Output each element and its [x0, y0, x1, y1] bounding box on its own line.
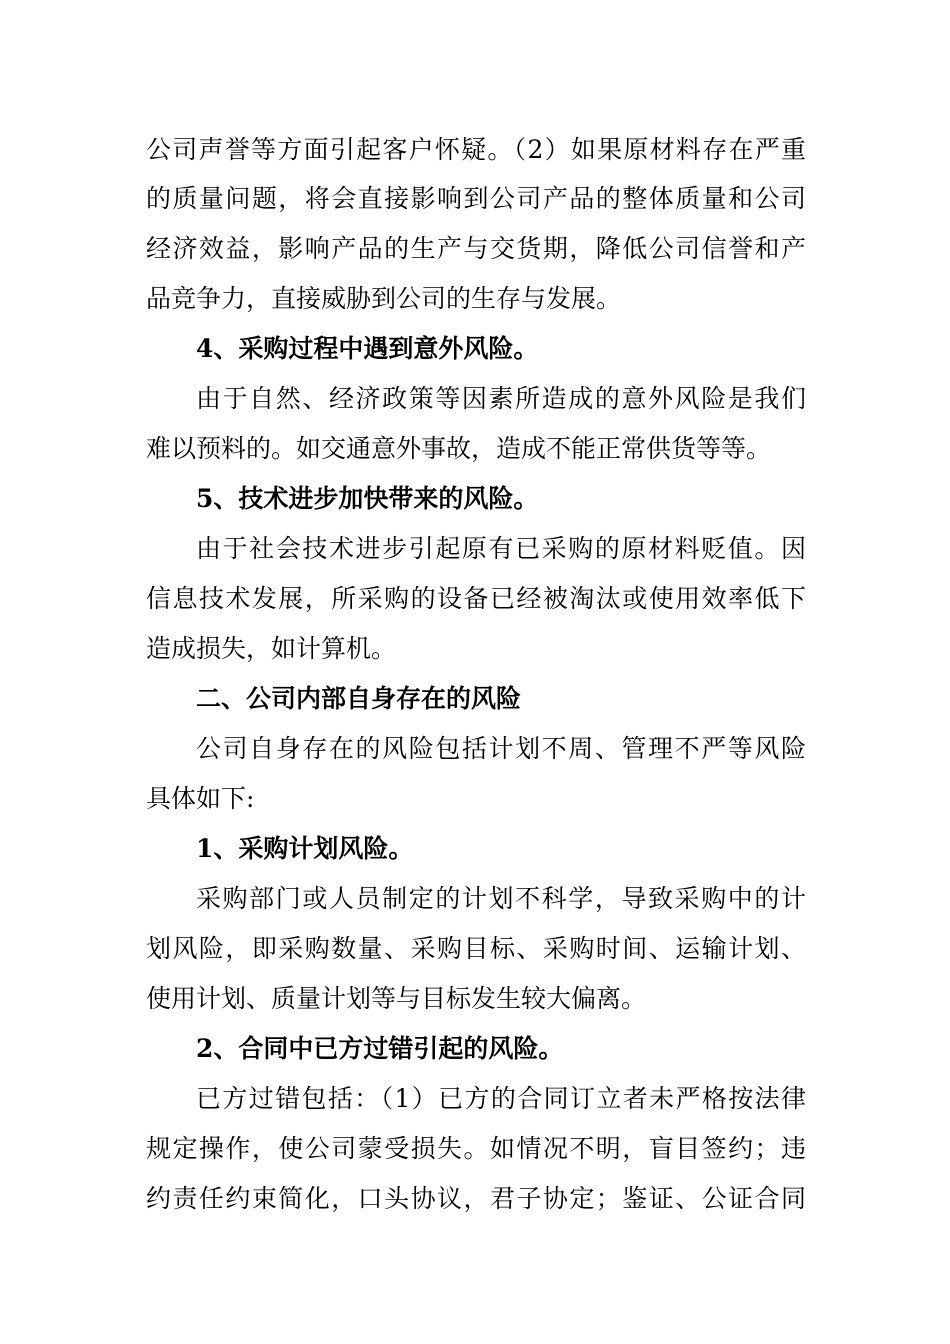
paragraph-line: 划风险，即采购数量、采购目标、采购时间、运输计划、 [146, 934, 806, 963]
paragraph-line: 的质量问题，将会直接影响到公司产品的整体质量和公司 [146, 184, 806, 213]
paragraph-line: 公司自身存在的风险包括计划不周、管理不严等风险 [196, 734, 806, 763]
paragraph-line: 品竞争力，直接威胁到公司的生存与发展。 [146, 284, 622, 313]
section-heading: 2、合同中已方过错引起的风险。 [196, 1034, 564, 1063]
paragraph-line: 约责任约束简化，口头协议，君子协定；鉴证、公证合同 [146, 1184, 806, 1213]
paragraph-line: 规定操作，使公司蒙受损失。如情况不明，盲目签约；违 [146, 1134, 806, 1163]
section-heading: 二、公司内部自身存在的风险 [196, 684, 522, 713]
paragraph-line: 使用计划、质量计划等与目标发生较大偏离。 [146, 984, 647, 1013]
paragraph-line: 由于自然、经济政策等因素所造成的意外风险是我们 [196, 384, 806, 413]
paragraph-line: 已方过错包括：（1）已方的合同订立者未严格按法律 [196, 1084, 806, 1113]
paragraph-line: 造成损失，如计算机。 [146, 634, 397, 663]
paragraph-line: 信息技术发展，所采购的设备已经被淘汰或使用效率低下 [146, 584, 806, 613]
paragraph-line: 由于社会技术进步引起原有已采购的原材料贬值。因 [196, 534, 806, 563]
paragraph-line: 公司声誉等方面引起客户怀疑。（2）如果原材料存在严重 [146, 135, 806, 164]
section-heading: 4、采购过程中遇到意外风险。 [196, 334, 539, 363]
section-heading: 1、采购计划风险。 [196, 834, 414, 863]
paragraph-line: 难以预料的。如交通意外事故，造成不能正常供货等等。 [146, 434, 772, 463]
paragraph-line: 经济效益，影响产品的生产与交货期，降低公司信誉和产 [146, 234, 806, 263]
paragraph-line: 具体如下: [146, 784, 255, 813]
paragraph-line: 采购部门或人员制定的计划不科学，导致采购中的计 [196, 884, 806, 913]
section-heading: 5、技术进步加快带来的风险。 [196, 484, 539, 513]
